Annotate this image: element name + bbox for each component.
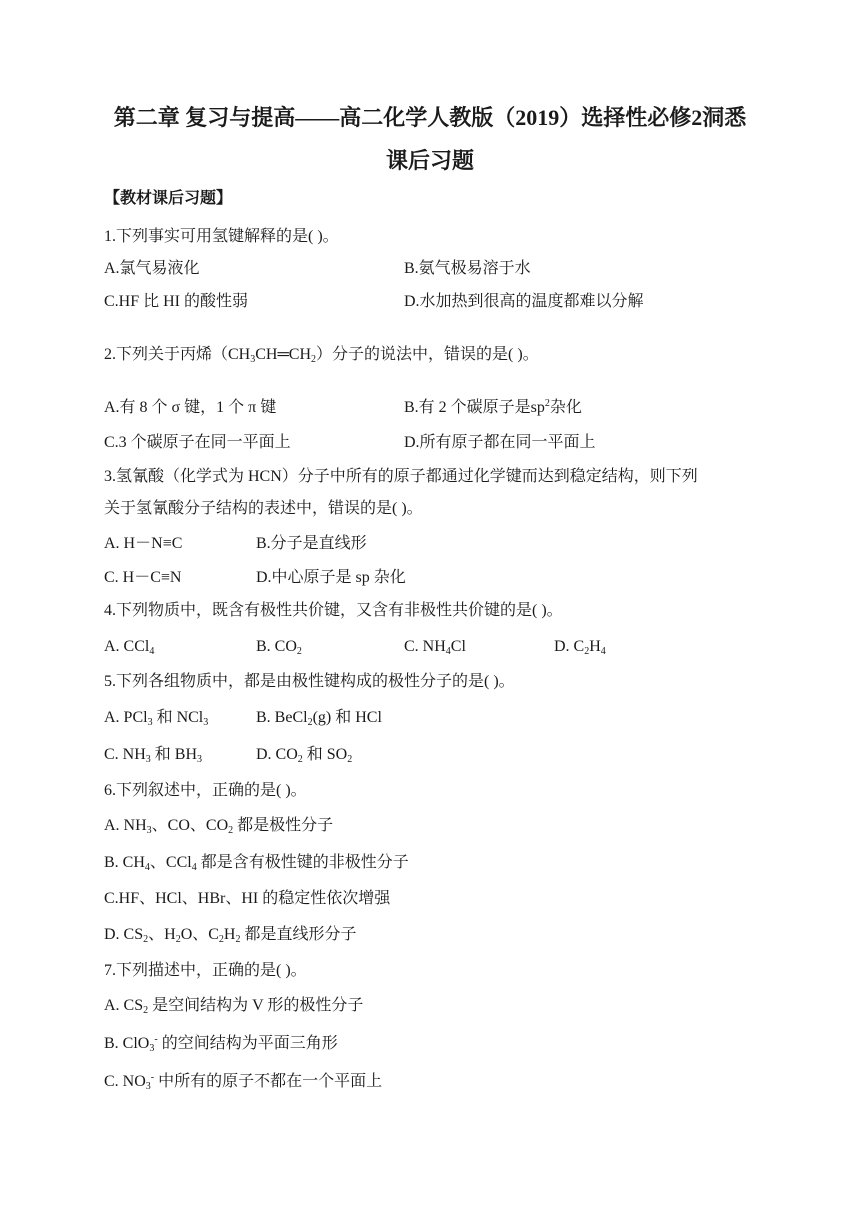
q5-stem: 5.下列各组物质中，都是由极性键构成的极性分子的是( )。 xyxy=(104,673,515,690)
q1-option-b: B.氨气极易溶于水 xyxy=(404,260,531,277)
q3-stem-line2: 关于氢氰酸分子结构的表述中，错误的是( )。 xyxy=(104,500,423,517)
q6-option-c: C.HF、HCl、HBr、HI 的稳定性依次增强 xyxy=(104,890,391,907)
q7-stem: 7.下列描述中，正确的是( )。 xyxy=(104,962,307,979)
q7-option-a: A. $CS_2$ 是空间结构为 V 形的极性分子 xyxy=(104,997,364,1016)
q2-option-b: B.有 2 个碳原子是$sp^2$杂化 xyxy=(404,398,582,416)
q7-option-b: B. ClO$_3$- 的空间结构为平面三角形 xyxy=(104,1034,338,1054)
q3-option-b: B.分子是直线形 xyxy=(256,535,367,552)
q5-option-b: B. BeCl$_2$(g) 和 HCl xyxy=(256,709,382,728)
q1-option-c: C.HF 比 HI 的酸性弱 xyxy=(104,293,249,310)
q2-option-c: C.3 个碳原子在同一平面上 xyxy=(104,434,291,451)
q4-option-b: B. $CO_2$ xyxy=(256,638,302,657)
q2-stem: 2.下列关于丙烯$(CH_3CH═CH_2)$分子的说法中，错误的是( )。 xyxy=(104,346,539,365)
q4-option-a: A. CCl$_4$ xyxy=(104,638,155,657)
q1-option-d: D.水加热到很高的温度都难以分解 xyxy=(404,293,644,310)
q2-option-a: A.有 8 个 σ 键，1 个 π 键 xyxy=(104,399,277,416)
q6-stem: 6.下列叙述中，正确的是( )。 xyxy=(104,782,307,799)
q5-option-c: C. $NH_3$ 和 $BH_3$ xyxy=(104,746,203,765)
q3-option-a: A. H－N≡C xyxy=(104,535,183,552)
q6-option-d: D. $CS_2$、$H_2O$、$C_2H_2$ 都是直线形分子 xyxy=(104,926,357,945)
q3-option-d: D.中心原子是 sp 杂化 xyxy=(256,569,406,586)
q4-stem: 4.下列物质中，既含有极性共价键，又含有非极性共价键的是( )。 xyxy=(104,602,563,619)
q6-option-a: A. $NH_3$、CO、$CO_2$ 都是极性分子 xyxy=(104,817,334,836)
q1-option-a: A.氯气易液化 xyxy=(104,260,200,277)
q3-stem-line1: 3.氢氰酸（化学式为 HCN）分子中所有的原子都通过化学键而达到稳定结构，则下列 xyxy=(104,468,698,485)
q5-option-d: D. $CO_2$ 和 $SO_2$ xyxy=(256,746,353,765)
q3-option-c: C. H－C≡N xyxy=(104,569,182,586)
document-title-line2: 课后习题 xyxy=(385,148,474,173)
q7-option-c: C. $NO_3^-$ 中所有的原子不都在一个平面上 xyxy=(104,1072,383,1092)
document-title-line1: 第二章 复习与提高——高二化学人教版（2019）选择性必修2洞悉 xyxy=(113,105,747,130)
q2-option-d: D.所有原子都在同一平面上 xyxy=(404,434,596,451)
q6-option-b: B. $CH_4$、CCl$_4$ 都是含有极性键的非极性分子 xyxy=(104,854,409,873)
q1-stem: 1.下列事实可用氢键解释的是( )。 xyxy=(104,228,339,245)
q4-option-c: C. $NH_4Cl$ xyxy=(404,638,466,657)
section-heading: 【教材课后习题】 xyxy=(104,190,233,207)
q5-option-a: A. PCl$_3$ 和 NCl$_3$ xyxy=(104,709,209,728)
q4-option-d: D. $C_2H_4$ xyxy=(554,638,606,657)
